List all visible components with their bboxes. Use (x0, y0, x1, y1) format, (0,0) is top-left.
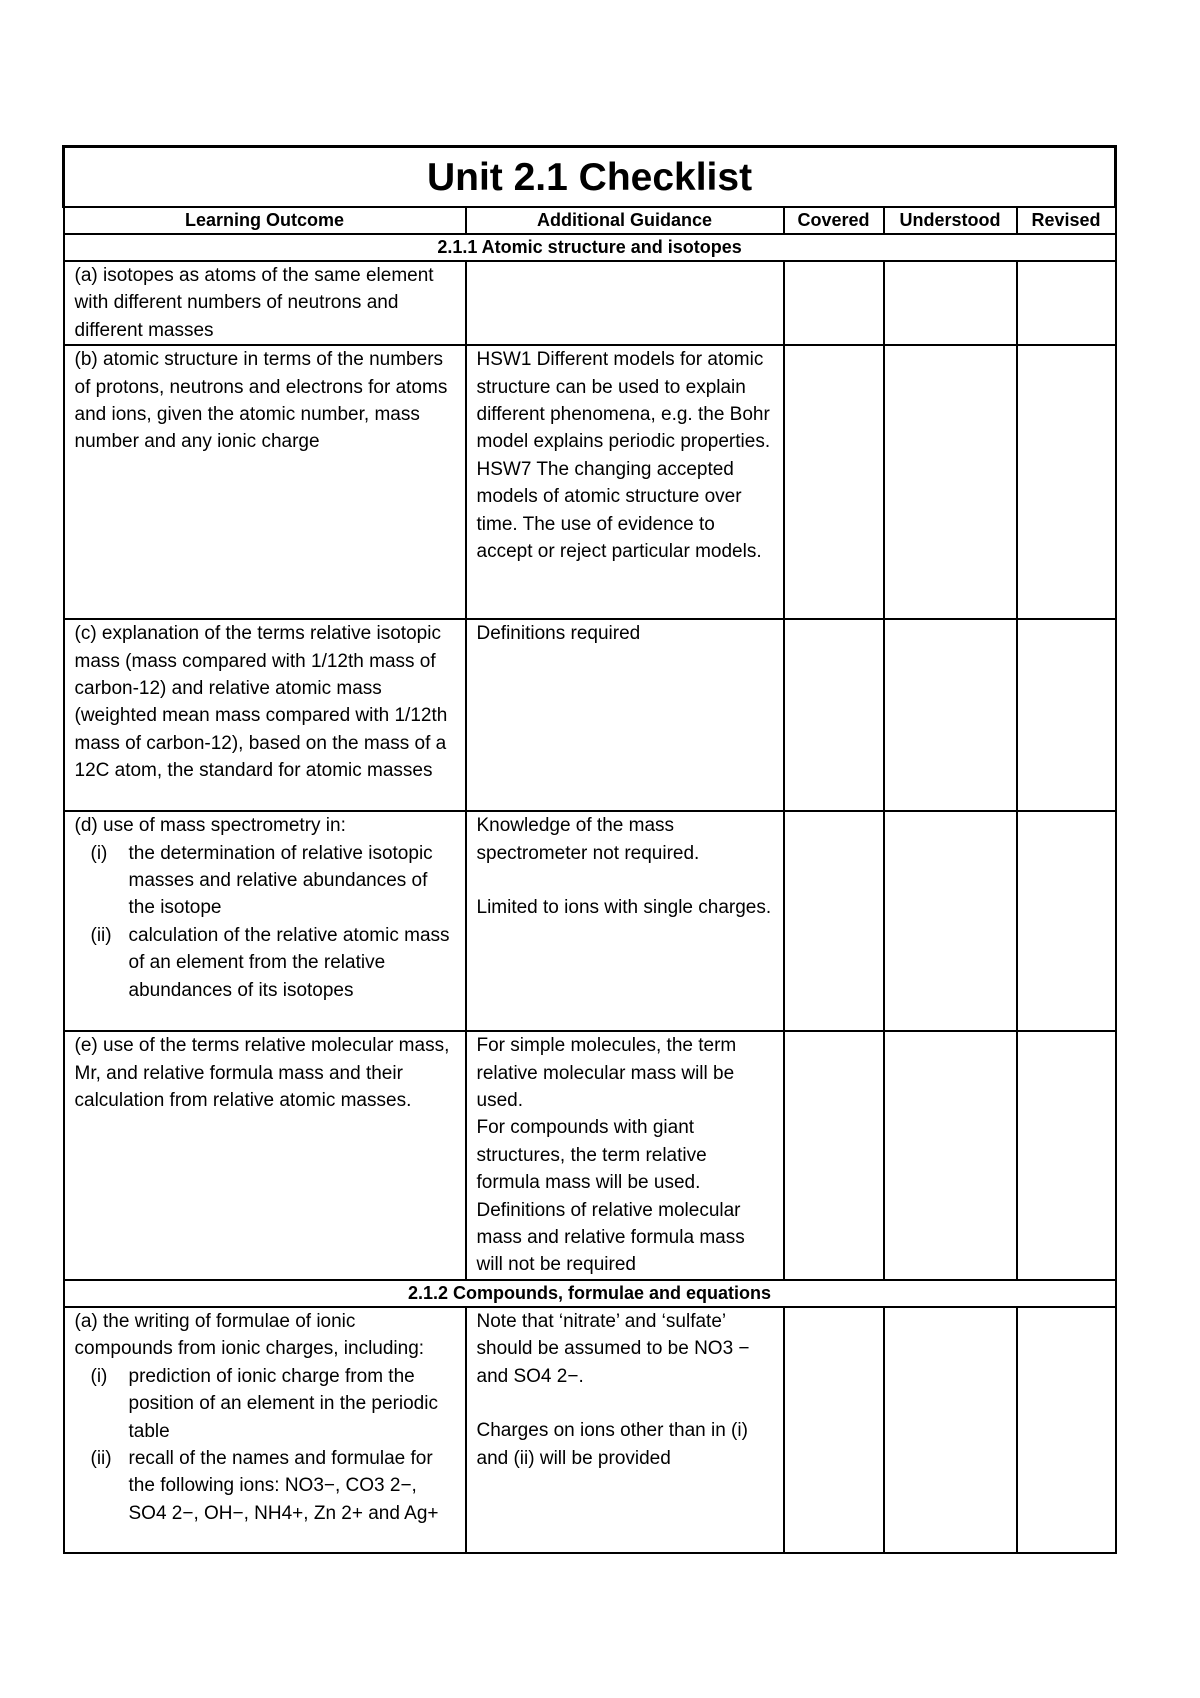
outcome-cell (64, 811, 466, 1031)
guidance-text: Definitions required (476, 623, 641, 645)
guidance-cell (466, 811, 784, 1031)
header-learning-outcome: Learning Outcome (64, 207, 466, 234)
section-heading: 2.1.2 Compounds, formulae and equations (64, 1280, 1116, 1307)
checklist-table (62, 145, 1117, 1554)
outcome-text: (a) isotopes as atoms of the same element with different numbers of neutrons and different masses (74, 265, 434, 341)
sub-item-number: (i) (90, 842, 108, 864)
guidance-text: Note that ‘nitrate’ and ‘sulfate’ should be assumed to be NO3 − and SO4 2−. (476, 1310, 750, 1387)
table-row (64, 345, 1116, 619)
outcome-cell (64, 619, 466, 811)
understood-checkbox[interactable] (884, 619, 1017, 811)
header-row (64, 207, 1116, 234)
guidance-cell (466, 619, 784, 811)
revised-checkbox[interactable] (1017, 619, 1116, 811)
outcome-cell (64, 345, 466, 619)
guidance-text: For simple molecules, the term relative molecular mass will be used. (476, 1035, 737, 1112)
guidance-text: Limited to ions with single charges. (476, 897, 772, 919)
guidance-text: Charges on ions other than in (i) and (ii) will be provided (476, 1420, 748, 1469)
header-covered: Covered (784, 207, 884, 234)
outcome-text: (a) the writing of formulae of ionic compounds from ionic charges, including: (74, 1310, 425, 1360)
covered-checkbox[interactable] (784, 261, 884, 345)
guidance-text: HSW7 The changing accepted models of atomic structure over time. The use of evidence to accept or reject particular models. (476, 458, 762, 563)
outcome-text: (e) use of the terms relative molecular mass, Mr, and relative formula mass and their calculation from relative atomic masses. (74, 1035, 450, 1112)
covered-checkbox[interactable] (784, 1031, 884, 1280)
outcome-cell (64, 1031, 466, 1280)
header-revised: Revised (1017, 207, 1116, 234)
sub-item-text: calculation of the relative atomic mass of an element from the relative abundances of its isotopes (128, 924, 450, 1001)
section-row (64, 234, 1116, 261)
understood-checkbox[interactable] (884, 261, 1017, 345)
sub-item-number: (ii) (90, 924, 112, 946)
table-row (64, 261, 1116, 345)
header-understood: Understood (884, 207, 1017, 234)
guidance-cell (466, 1307, 784, 1553)
outcome-text: (c) explanation of the terms relative isotopic mass (mass compared with 1/12th mass of carbon-12) and relative atomic mass (weighted mean mass compared with 1/12th mass of carbon-12), based on the mass of a 12C atom, the standard for atomic masses (74, 623, 448, 782)
sub-item-text: prediction of ionic charge from the position of an element in the periodic table (128, 1365, 438, 1442)
title-row (64, 147, 1116, 208)
guidance-text: Knowledge of the mass spectrometer not required. (476, 815, 700, 864)
outcome-text: (b) atomic structure in terms of the numbers of protons, neutrons and electrons for atoms and ions, given the atomic number, mass number and any ionic charge (74, 349, 448, 453)
sub-item-text: recall of the names and formulae for the following ions: NO3−, CO3 2−, SO4 2−, OH−, NH4+, Zn 2+ and Ag+ (128, 1447, 439, 1524)
section-heading: 2.1.1 Atomic structure and isotopes (64, 234, 1116, 261)
outcome-text: (d) use of mass spectrometry in: (74, 815, 346, 837)
spacer (477, 867, 773, 894)
revised-checkbox[interactable] (1017, 261, 1116, 345)
table-row (64, 1031, 1116, 1280)
guidance-text: HSW1 Different models for atomic structure can be used to explain different phenomena, e.g. the Bohr model explains periodic properties. (476, 349, 771, 453)
sub-item-text: the determination of relative isotopic masses and relative abundances of the isotope (128, 842, 433, 919)
header-additional-guidance: Additional Guidance (466, 207, 784, 234)
covered-checkbox[interactable] (784, 811, 884, 1031)
understood-checkbox[interactable] (884, 1307, 1017, 1553)
sub-item (75, 922, 455, 1004)
guidance-cell (466, 345, 784, 619)
outcome-cell (64, 261, 466, 345)
sub-item (75, 1445, 455, 1527)
revised-checkbox[interactable] (1017, 811, 1116, 1031)
section-row (64, 1280, 1116, 1307)
sub-item-number: (ii) (90, 1447, 112, 1469)
guidance-cell (466, 1031, 784, 1280)
outcome-cell (64, 1307, 466, 1553)
page-title: Unit 2.1 Checklist (64, 147, 1116, 208)
revised-checkbox[interactable] (1017, 345, 1116, 619)
covered-checkbox[interactable] (784, 345, 884, 619)
guidance-text: Definitions of relative molecular mass and relative formula mass will not be required (476, 1199, 745, 1276)
table-row (64, 619, 1116, 811)
understood-checkbox[interactable] (884, 345, 1017, 619)
sub-item (75, 840, 455, 922)
understood-checkbox[interactable] (884, 811, 1017, 1031)
table-row (64, 1307, 1116, 1553)
sub-item (75, 1363, 455, 1445)
table-row (64, 811, 1116, 1031)
understood-checkbox[interactable] (884, 1031, 1017, 1280)
guidance-text: For compounds with giant structures, the term relative formula mass will be used. (476, 1117, 707, 1194)
revised-checkbox[interactable] (1017, 1031, 1116, 1280)
spacer (477, 1390, 773, 1417)
covered-checkbox[interactable] (784, 619, 884, 811)
covered-checkbox[interactable] (784, 1307, 884, 1553)
revised-checkbox[interactable] (1017, 1307, 1116, 1553)
guidance-cell (466, 261, 784, 345)
sub-item-number: (i) (90, 1365, 108, 1387)
